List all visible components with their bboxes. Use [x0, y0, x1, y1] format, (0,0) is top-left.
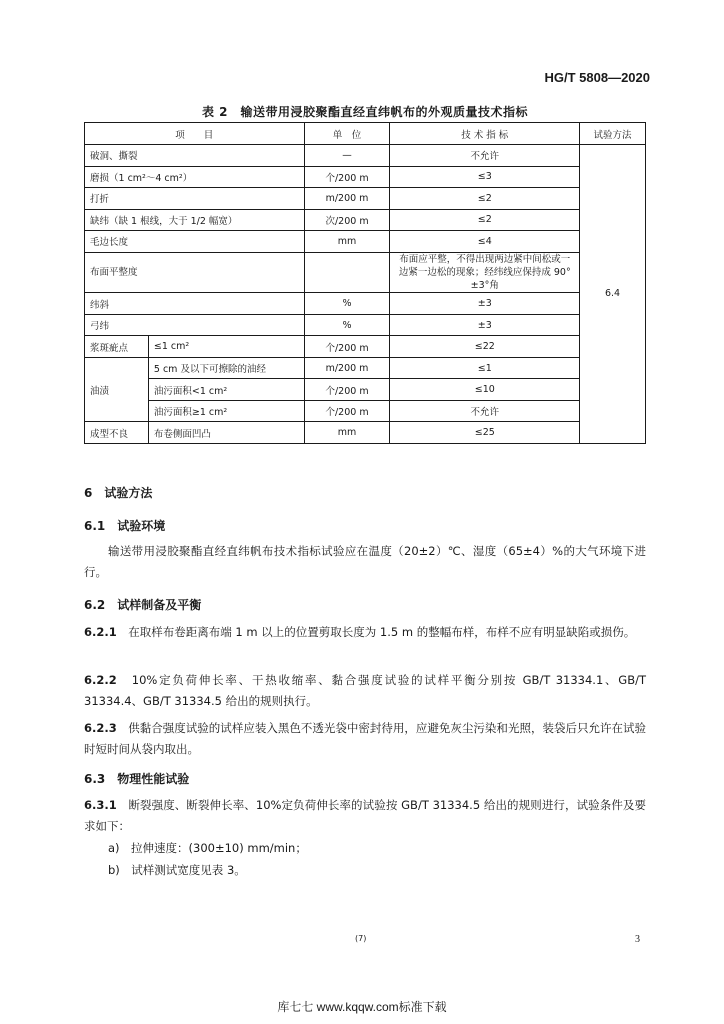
standard-code: HG/T 5808—2020: [544, 70, 650, 85]
row-item: 成型不良: [85, 422, 149, 444]
table-row: [85, 145, 646, 167]
row-unit: 个/200 m: [304, 336, 390, 358]
row-unit: 个/200 m: [304, 400, 390, 422]
row-spec: ≤1: [390, 357, 580, 379]
method-cell: 6.4: [580, 145, 646, 444]
row-item: 油渍: [85, 357, 149, 422]
clause-number: 6.2.1: [84, 625, 117, 639]
clause-text: 断裂强度、断裂伸长率、10%定负荷伸长率的试验按 GB/T 31334.5 给出的规则进行，试验条件及要求如下：: [84, 798, 647, 833]
row-item: 弓纬: [85, 314, 305, 336]
table-header-row: [85, 123, 646, 145]
row-subitem: ≤1 cm²: [148, 336, 304, 358]
section-heading: 6.1 试验环境: [84, 519, 166, 533]
row-unit: 个/200 m: [304, 379, 390, 401]
clause-number: 6.2.3: [84, 721, 117, 735]
table-row: [85, 231, 646, 253]
clause-text: 在取样布卷距离布端 1 m 以上的位置剪取长度为 1.5 m 的整幅布样，布样不应有明显缺陷或损伤。: [128, 625, 636, 639]
clause-text: 10%定负荷伸长率、干热收缩率、黏合强度试验的试样平衡分别按 GB/T 31334.1、GB/T 31334.4、GB/T 31334.5 给出的规则执行。: [84, 673, 647, 708]
clause-text: 供黏合强度试验的试样应装入黑色不透光袋中密封待用，应避免灰尘污染和光照，装袋后只允许在试验时短时间从袋内取出。: [84, 721, 646, 756]
table-row: [85, 209, 646, 231]
paragraph: [84, 718, 646, 760]
row-unit: [304, 252, 390, 293]
row-item: 破洞、撕裂: [85, 145, 305, 167]
row-item: 布面平整度: [85, 252, 305, 293]
row-spec: ±3: [390, 314, 580, 336]
footer-watermark: 库七七 www.kqqw.com标准下载: [277, 1000, 447, 1014]
row-spec: 不允许: [390, 400, 580, 422]
list-item: b) 试样测试宽度见表 3。: [108, 863, 246, 877]
section-heading: 6.3 物理性能试验: [84, 772, 190, 786]
header-method: 试验方法: [580, 123, 646, 145]
row-unit: 个/200 m: [304, 166, 390, 188]
table-row: [85, 166, 646, 188]
spec-table: [84, 122, 646, 444]
table-row: [85, 314, 646, 336]
page-number: 3: [635, 934, 640, 945]
row-spec: ≤25: [390, 422, 580, 444]
header-unit: 单 位: [304, 123, 390, 145]
row-unit: %: [304, 293, 390, 315]
row-spec: ≤10: [390, 379, 580, 401]
row-item: 浆斑疵点: [85, 336, 149, 358]
table-row: [85, 400, 646, 422]
row-spec: ≤2: [390, 188, 580, 210]
page-mark: (7): [355, 934, 367, 943]
table-row: [85, 188, 646, 210]
section-heading: 6 试验方法: [84, 486, 153, 500]
row-spec: ≤3: [390, 166, 580, 188]
row-item: 毛边长度: [85, 231, 305, 253]
paragraph: [84, 622, 646, 643]
table-row: [85, 357, 646, 379]
row-unit: m/200 m: [304, 357, 390, 379]
row-subitem: 5 cm 及以下可擦除的油经: [148, 357, 304, 379]
table-row: [85, 336, 646, 358]
section-heading: 6.2 试样制备及平衡: [84, 598, 202, 612]
row-spec: ±3: [390, 293, 580, 315]
row-item: 纬斜: [85, 293, 305, 315]
row-unit: %: [304, 314, 390, 336]
row-item: 缺纬（缺 1 根线，大于 1/2 幅宽）: [85, 209, 305, 231]
header-item: 项 目: [85, 123, 305, 145]
clause-number: 6.3.1: [84, 798, 117, 812]
row-unit: mm: [304, 231, 390, 253]
row-unit: mm: [304, 422, 390, 444]
paragraph: [84, 670, 646, 712]
row-unit: m/200 m: [304, 188, 390, 210]
header-spec: 技 术 指 标: [390, 123, 580, 145]
row-item: 打折: [85, 188, 305, 210]
paragraph: 输送带用浸胶聚酯直经直纬帆布技术指标试验应在温度（20±2）℃、湿度（65±4）%的大气环境下进行。: [84, 544, 646, 579]
table-row: [85, 422, 646, 444]
row-unit: 次/200 m: [304, 209, 390, 231]
row-spec: 布面应平整，不得出现两边紧中间松或一边紧一边松的现象；经纬线应保持成 90°±3°角: [390, 252, 580, 293]
list-item: a) 拉伸速度：(300±10) mm/min；: [108, 841, 307, 855]
row-subitem: 布卷侧面凹凸: [148, 422, 304, 444]
row-item: 磨损（1 cm²～4 cm²）: [85, 166, 305, 188]
paragraph: [84, 795, 646, 837]
table-title: 表 2 输送带用浸胶聚酯直经直纬帆布的外观质量技术指标: [201, 105, 529, 119]
row-spec: 不允许: [390, 145, 580, 167]
row-unit: —: [304, 145, 390, 167]
clause-number: 6.2.2: [84, 673, 117, 687]
table-row: [85, 252, 646, 293]
table-row: [85, 379, 646, 401]
table-row: [85, 293, 646, 315]
row-spec: ≤4: [390, 231, 580, 253]
row-subitem: 油污面积<1 cm²: [148, 379, 304, 401]
row-spec: ≤2: [390, 209, 580, 231]
row-spec: ≤22: [390, 336, 580, 358]
row-subitem: 油污面积≥1 cm²: [148, 400, 304, 422]
